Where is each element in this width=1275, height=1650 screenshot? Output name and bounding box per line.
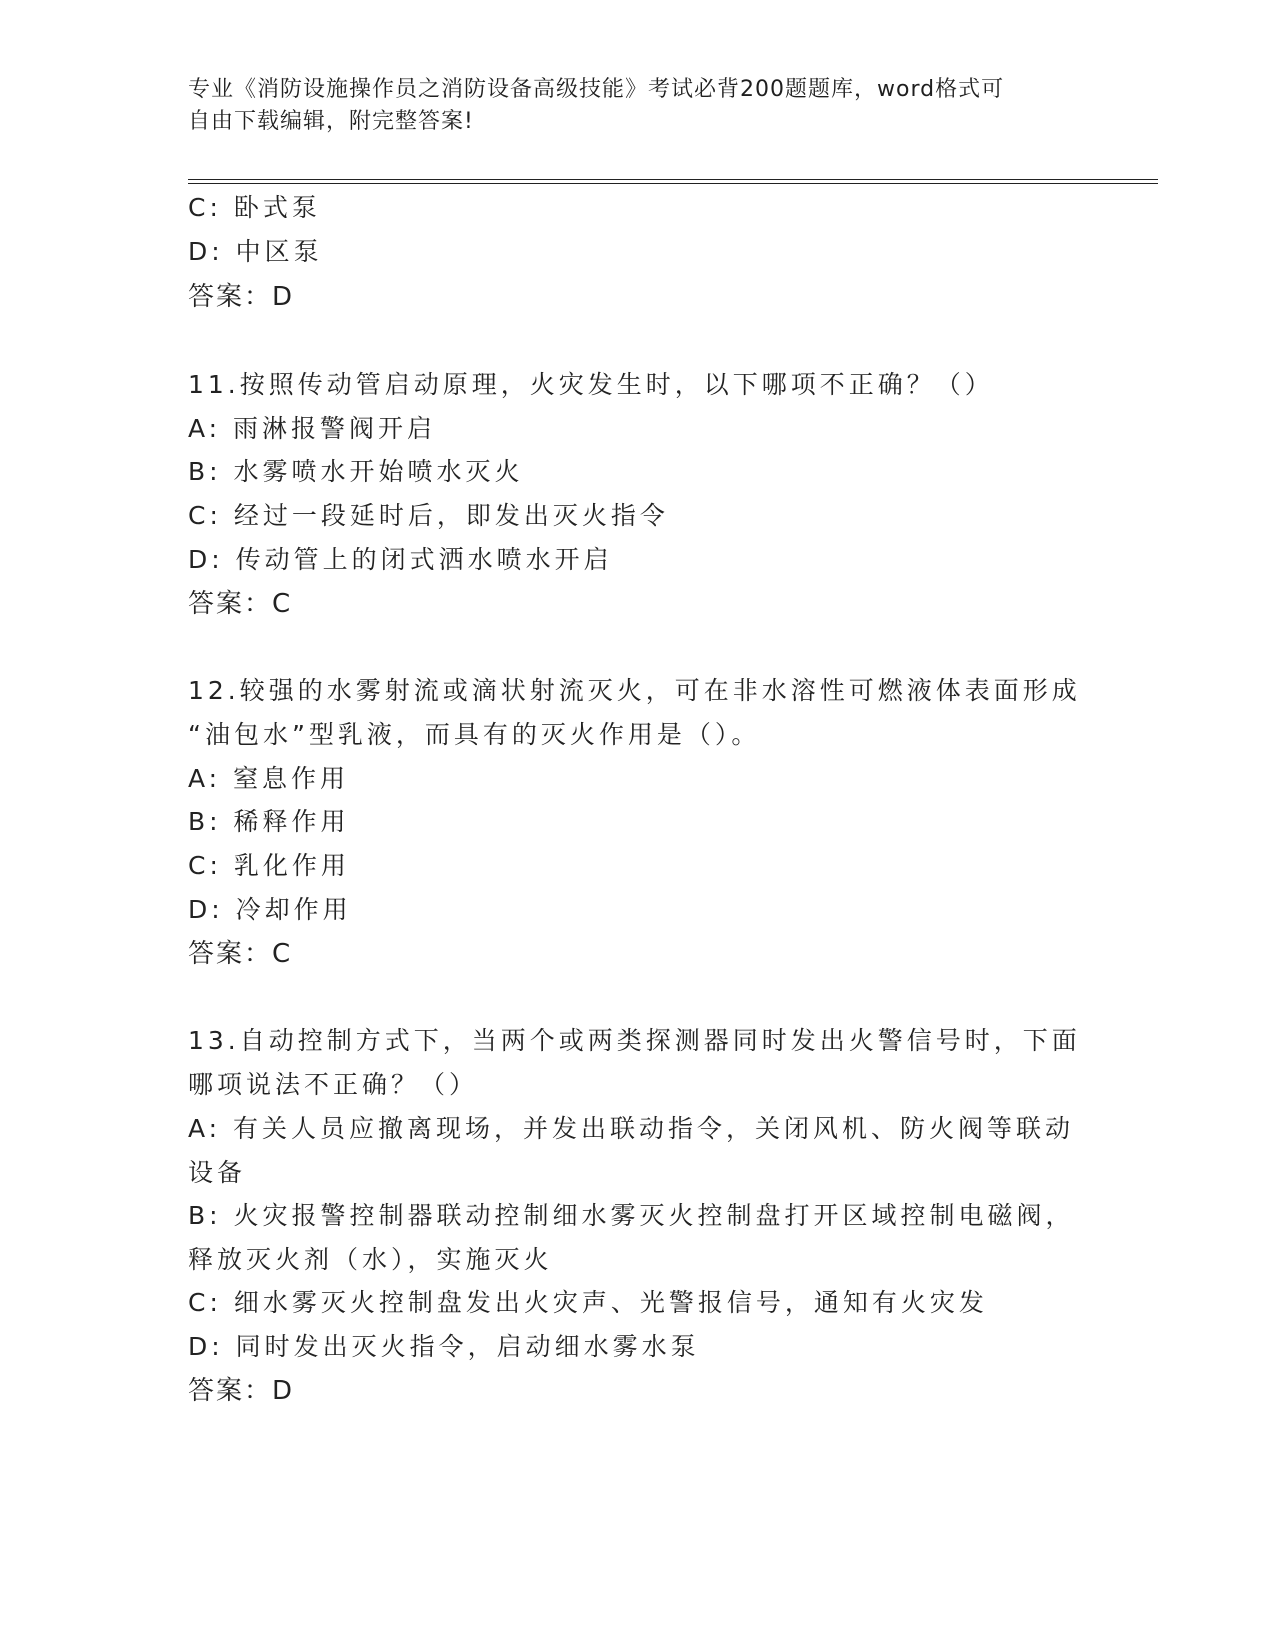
q10-option-c: C: 卧式泵 [188,193,321,222]
header-line-1: 专业《消防设施操作员之消防设备高级技能》考试必背200题题库，word格式可 [188,77,1005,102]
q11-option-b: B: 水雾喷水开始喷水灭火 [188,457,524,486]
q12-option-b: B: 稀释作用 [188,807,350,836]
q10-option-d: D: 中区泵 [188,237,323,266]
page-header [188,74,1088,138]
q11-option-c: C: 经过一段延时后，即发出灭火指令 [188,501,669,530]
q13-option-d: D: 同时发出灭火指令，启动细水雾水泵 [188,1332,700,1361]
q13-option-b-line-1: B: 火灾报警控制器联动控制细水雾灭火控制盘打开区域控制电磁阀， [188,1201,1075,1230]
q12-stem-line-2: “油包水”型乳液，而具有的灭火作用是（）。 [188,720,761,749]
q12-answer: 答案：C [188,939,293,969]
q11-option-d: D: 传动管上的闭式洒水喷水开启 [188,545,613,574]
q11-stem: 11.按照传动管启动原理，火灾发生时，以下哪项不正确？（） [188,370,994,399]
q13-answer: 答案：D [188,1376,295,1406]
q13-stem-line-2: 哪项说法不正确？（） [188,1070,479,1099]
q13-option-a-line-1: A: 有关人员应撤离现场，并发出联动指令，关闭风机、防火阀等联动 [188,1114,1075,1143]
q11-answer: 答案：C [188,589,293,619]
header-divider-top [188,179,1158,180]
q13-option-c: C: 细水雾灭火控制盘发出火灾声、光警报信号，通知有火灾发 [188,1288,988,1317]
header-line-2: 自由下载编辑，附完整答案! [188,109,474,134]
q13-stem-line-1: 13.自动控制方式下，当两个或两类探测器同时发出火警信号时，下面 [188,1026,1081,1055]
q13-option-a-line-2: 设备 [188,1158,247,1187]
q10-answer: 答案：D [188,282,295,312]
q12-stem-line-1: 12.较强的水雾射流或滴状射流灭火，可在非水溶性可燃液体表面形成 [188,676,1081,705]
q12-option-c: C: 乳化作用 [188,851,350,880]
q12-option-d: D: 冷却作用 [188,895,352,924]
q11-option-a: A: 雨淋报警阀开启 [188,414,437,443]
q13-option-b-line-2: 释放灭火剂（水），实施灭火 [188,1245,553,1274]
q12-option-a: A: 窒息作用 [188,764,350,793]
header-divider-bottom [188,183,1158,184]
